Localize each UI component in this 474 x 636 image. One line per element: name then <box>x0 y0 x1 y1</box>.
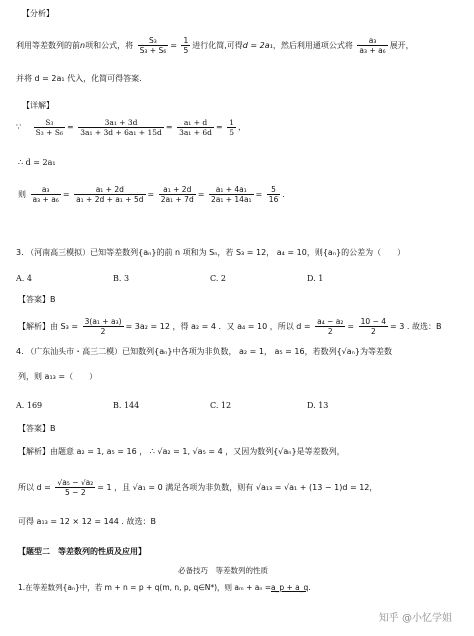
numerator: a₁ + 4a₁ <box>209 185 254 195</box>
numerator: S₃ <box>138 36 169 46</box>
numerator: 3(a₁ + a₃) <box>84 317 122 326</box>
numerator: a₃ <box>357 36 387 46</box>
numerator: S₃ <box>34 118 65 128</box>
numerator: 10 − 4 <box>360 317 387 326</box>
numerator: a₁ + 2d <box>74 185 145 195</box>
denominator: 5 − 2 <box>65 488 86 497</box>
fraction <box>267 185 281 204</box>
fraction <box>227 118 236 137</box>
text-span: = 3a₂ = 12 ，得 a₂ = 4 ．又 a₄ = 10 ，所以 d = <box>125 322 311 331</box>
q4-option-c: C. 12 <box>210 401 232 410</box>
because-symbol: ∵ <box>16 122 22 132</box>
denominator: 3a₁ + 6d <box>179 128 212 137</box>
numerator: 5 <box>267 185 281 195</box>
q4-stem: 4. （广东汕头市・高三二模）已知数列{aₙ}中各项为非负数， a₂ = 1， a₅ = 16，若数列{√aₙ}为等差数 <box>16 347 392 356</box>
q3-option-c: C. 2 <box>210 274 227 283</box>
fraction <box>357 36 387 55</box>
analysis-line-2: 并将 d = 2a₁ 代入，化简可得答案. <box>16 74 142 83</box>
detail-line-2: 则 $\frac{\text{a₃}}{\text{a₃ + a₆}}$ = $\frac{\text{a₁ + 2d}}{\text{a₁ + 2d + a₁ + 5d}}$ = $\frac{\text{a₁ + 2d}}{\text{2a₁ + 7d}}$ = $\frac{\text{a₁ + 4a₁}}{\text{2a₁ + 14a₁}}$ = $\frac{5}{16}$ . <box>18 185 285 204</box>
text-span: = 3 . 故选：B <box>390 322 442 331</box>
denominator: 5 <box>229 128 234 137</box>
section-item-1 <box>18 582 311 593</box>
fraction <box>74 185 145 204</box>
numerator: √a₅ − √a₂ <box>57 478 94 487</box>
q3-option-d: D. 1 <box>307 274 324 283</box>
q4-answer: 【答案】B <box>18 424 56 433</box>
fraction <box>181 36 190 55</box>
numerator: a₃ <box>31 185 61 195</box>
fraction <box>31 185 61 204</box>
denominator: 2a₁ + 14a₁ <box>210 195 252 204</box>
q4-option-d: D. 13 <box>307 401 329 410</box>
numerator: a₁ + 2d <box>159 185 196 195</box>
denominator: 5 <box>183 46 189 55</box>
denominator: S₃ + S₆ <box>139 46 167 55</box>
fraction <box>177 118 214 137</box>
q4-stem-2: 列，则 a₁₃ =（ ） <box>18 372 98 381</box>
denominator: a₃ + a₆ <box>32 195 59 204</box>
fraction <box>209 185 254 204</box>
fraction <box>78 118 164 137</box>
q4-option-a: A. 169 <box>16 401 43 410</box>
text-span: 展开， <box>389 41 414 50</box>
numerator: 3a₁ + 3d <box>78 118 164 128</box>
q3-answer: 【答案】B <box>18 295 56 304</box>
text-span: 1.在等差数列{aₙ}中，若 m + n = p + q(m, n, p, q∈N*)，则 aₘ + aₙ = <box>18 583 271 592</box>
denominator: a₃ + a₆ <box>359 46 386 55</box>
section-title: 【题型二 等差数列的性质及应用】 <box>18 547 146 556</box>
numerator: a₄ − a₂ <box>317 317 344 326</box>
fraction <box>159 185 196 204</box>
equals-sign: = <box>170 41 177 50</box>
q3-stem: 3. （河南高三模拟）已知等差数列{aₙ}的前 n 项和为 Sₙ，若 S₃ = 12， a₄ = 10，则{aₙ}的公差为（ ） <box>16 248 406 257</box>
text-span: 进行化简,可得 <box>192 41 243 50</box>
denominator: 2 <box>327 327 333 336</box>
q3-option-a: A. 4 <box>16 274 32 283</box>
text-span: ，然后利用通项公式将 <box>272 41 353 50</box>
n-var: n <box>80 41 86 50</box>
numerator: a₁ + d <box>177 118 214 128</box>
fraction <box>315 317 345 336</box>
text-span: 利用等差数列的前 <box>16 41 80 50</box>
q3-solution <box>18 317 441 336</box>
denominator: 3a₁ + 3d + 6a₁ + 15d <box>80 128 162 137</box>
text-span: 【解析】由 S₃ = <box>18 322 79 331</box>
section-subtitle: 必备技巧 等差数列的性质 <box>178 566 268 575</box>
fraction <box>83 317 124 336</box>
fraction <box>55 478 95 497</box>
analysis-line-1 <box>16 36 414 55</box>
text-span: = 1 ，且 √a₁ = 0 满足各项为非负数，则有 √a₁₃ = √a₁ + (13 − 1)d = 12， <box>97 483 378 492</box>
numerator: 1 <box>183 36 189 45</box>
numerator: 1 <box>229 118 234 127</box>
underlined-answer: a_p + a_q <box>271 583 309 592</box>
denominator: 2a₁ + 7d <box>160 195 194 204</box>
detail-heading: 【详解】 <box>22 101 54 110</box>
q4-option-b: B. 144 <box>113 401 140 410</box>
period: . <box>308 583 311 592</box>
period: . <box>282 190 285 199</box>
fraction <box>138 36 169 55</box>
denominator: 2 <box>370 327 376 336</box>
q4-solution-2 <box>18 478 377 497</box>
watermark: 知乎 @小忆学姐 <box>378 613 452 624</box>
text-span: 则 <box>18 190 26 199</box>
denominator: 16 <box>268 195 279 204</box>
equals-sign: = <box>347 322 355 331</box>
detail-line-1: ∵ $\frac{\text{S₃}}{\text{S₃ + S₆}}$ = $\frac{\text{3a₁ + 3d}}{\text{3a₁ + 3d + 6a₁ + 15d}}$ = $\frac{\text{a₁ + d}}{\text{3a₁ + 6d}}$ = $\frac{1}{5}$ ， <box>16 118 246 137</box>
comma: ， <box>237 122 246 132</box>
fraction <box>34 118 65 137</box>
q3-option-b: B. 3 <box>113 274 130 283</box>
analysis-heading: 【分析】 <box>22 9 54 18</box>
text-span: 所以 d = <box>18 483 51 492</box>
text-span: 项和公式，将 <box>85 41 134 50</box>
therefore-line: ∴ d = 2a₁ <box>18 158 56 167</box>
denominator: 2 <box>100 327 106 336</box>
fraction <box>359 317 388 336</box>
math-span: d = 2a₁ <box>242 41 273 50</box>
denominator: a₁ + 2d + a₁ + 5d <box>76 195 144 204</box>
denominator: S₃ + S₆ <box>35 128 63 137</box>
q4-solution-1: 【解析】由题意 a₂ = 1, a₅ = 16 ， ∴ √a₂ = 1, √a₅ = 4 ，又因为数列{√aₙ}是等差数列， <box>18 447 345 456</box>
q4-solution-3: 可得 a₁₃ = 12 × 12 = 144 . 故选：B <box>18 517 156 526</box>
